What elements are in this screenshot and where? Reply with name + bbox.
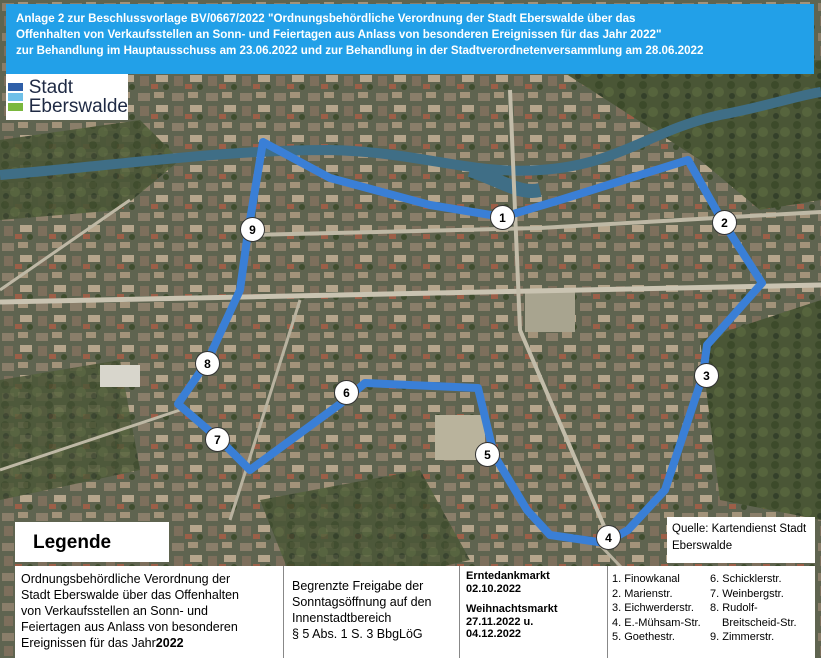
route-marker-8: 8 [195, 351, 220, 376]
header-line-1: Anlage 2 zur Beschlussvorlage BV/0667/2022 "Ordnungsbehördliche Verordnung der Stadt Eberswalde über das [16, 12, 636, 25]
event-date-weihnachtsmarkt-2: 04.12.2022 [466, 628, 522, 640]
legend-streets [608, 566, 815, 658]
map-source [667, 517, 815, 563]
street-5: 5. Goethestr. [612, 631, 675, 643]
scope-line-1: Begrenzte Freigabe der [292, 579, 424, 593]
event-date-erntedankmarkt: 02.10.2022 [466, 582, 522, 595]
header-line-3: zur Behandlung im Hauptausschuss am 23.06.2022 und zur Behandlung in der Stadtverordnetenversammlung am 28.06.2022 [16, 44, 704, 57]
header-line-2: Offenhalten von Verkaufsstellen an Sonn- und Feiertagen aus Anlass von besonderen Ereignissen für das Jahr 2022" [16, 28, 662, 41]
description-line-4: Feiertagen aus Anlass von besonderen [21, 620, 238, 634]
legend-title: Legende [15, 522, 169, 562]
scope-line-2: Sonntagsöffnung auf den [292, 595, 432, 609]
description-line-5: Ereignissen für das Jahr [21, 636, 156, 650]
logo-mark-icon [8, 83, 23, 111]
description-line-1: Ordnungsbehördliche Verordnung der [21, 572, 231, 586]
street-6: 6. Schicklerstr. [710, 573, 782, 585]
street-9: 9. Zimmerstr. [710, 631, 775, 643]
description-year: 2022 [155, 636, 184, 650]
source-line-2: Eberswalde [672, 540, 733, 552]
route-marker-3: 3 [694, 363, 719, 388]
scope-line-4: § 5 Abs. 1 S. 3 BbgLöG [292, 627, 423, 641]
route-marker-2: 2 [712, 210, 737, 235]
logo-line-1: Stadt [28, 77, 74, 98]
event-date-weihnachtsmarkt-1: 27.11.2022 u. [466, 615, 534, 628]
route-marker-9: 9 [240, 217, 265, 242]
stadt-eberswalde-logo [6, 74, 128, 120]
street-2: 2. Marienstr. [612, 587, 673, 600]
legend-events [460, 566, 608, 658]
street-7: 7. Weinbergstr. [710, 587, 784, 600]
description-line-2: Stadt Eberswalde über das Offenhalten [21, 588, 239, 602]
event-name-weihnachtsmarkt: Weihnachtsmarkt [466, 603, 558, 615]
street-3: 3. Eichwerderstr. [612, 602, 694, 614]
description-line-3: von Verkaufsstellen an Sonn- und [21, 604, 208, 618]
route-marker-1: 1 [490, 205, 515, 230]
legend-scope [284, 566, 460, 658]
route-marker-4: 4 [596, 525, 621, 550]
logo-line-2: Eberswalde [28, 96, 128, 117]
legend-description [15, 566, 284, 658]
document-header [6, 4, 814, 74]
source-line-1: Quelle: Kartendienst Stadt [672, 523, 807, 535]
street-8: 8. Rudolf- [710, 602, 758, 614]
street-8-continued: Breitscheid-Str. [722, 616, 797, 629]
street-4: 4. E.-Mühsam-Str. [612, 616, 701, 629]
event-name-erntedankmarkt: Erntedankmarkt [466, 570, 550, 582]
route-marker-5: 5 [475, 442, 500, 467]
route-marker-7: 7 [205, 427, 230, 452]
scope-line-3: Innenstadtbereich [292, 611, 392, 625]
street-1: 1. Finowkanal [612, 573, 680, 585]
route-marker-6: 6 [334, 380, 359, 405]
